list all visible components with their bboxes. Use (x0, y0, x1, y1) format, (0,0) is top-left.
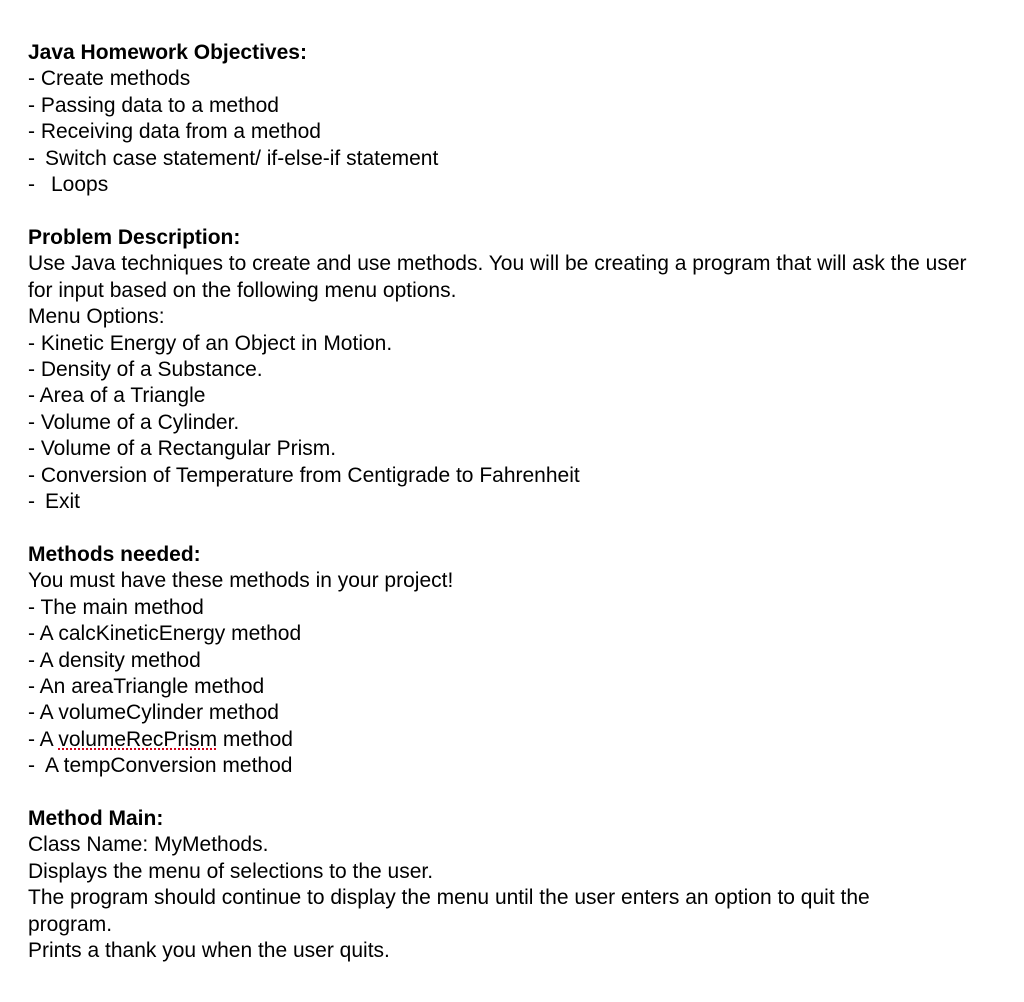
menu-option-exit (28, 489, 984, 515)
menu-options-label: Menu Options: (28, 305, 165, 329)
bullet-dash: - (28, 146, 35, 170)
main-method-line: The program should continue to display the menu until the user enters an option to quit the program. (28, 886, 870, 936)
bullet-dash: - (28, 754, 35, 778)
objective-item: - Create methods (28, 67, 191, 91)
main-method-line: Displays the menu of selections to the user. (28, 859, 434, 883)
method-item: - An areaTriangle method (28, 674, 265, 698)
problem-heading: Problem Description: (28, 225, 241, 249)
problem-section (28, 225, 984, 515)
main-method-line: Class Name: MyMethods. (28, 833, 269, 857)
menu-option-item: - Kinetic Energy of an Object in Motion. (28, 331, 393, 355)
method-item-rec-prism (28, 727, 984, 753)
methods-heading: Methods needed: (28, 542, 201, 566)
objective-item-switch (28, 146, 984, 172)
menu-option-text: Exit (45, 490, 81, 513)
problem-intro: Use Java techniques to create and use methods. You will be creating a program that will ask the user for input based on the following menu options. (28, 252, 967, 302)
method-item-temp (28, 753, 984, 779)
method-item: - A calcKineticEnergy method (28, 622, 302, 646)
objective-item-text: Loops (51, 173, 109, 197)
bullet-dash: - (28, 173, 35, 197)
main-method-line: Prints a thank you when the user quits. (28, 939, 390, 963)
menu-option-item: - Volume of a Rectangular Prism. (28, 437, 337, 461)
method-item: - The main method (28, 595, 204, 619)
objective-item: - Passing data to a method (28, 93, 279, 117)
objectives-heading: Java Homework Objectives: (28, 41, 307, 64)
method-item-text: A tempConversion method (45, 754, 293, 778)
method-item: - A volumeCylinder method (28, 701, 279, 725)
objective-item-text: Switch case statement/ if-else-if statement (45, 146, 439, 170)
methods-section (28, 542, 984, 780)
objectives-section (28, 40, 984, 198)
menu-option-item: - Density of a Substance. (28, 357, 263, 381)
objective-item: - Receiving data from a method (28, 120, 321, 144)
method-item: - A density method (28, 648, 201, 672)
spellcheck-flagged-word: volumeRecPrism (58, 727, 218, 751)
bullet-dash: - (28, 490, 35, 513)
menu-option-item: - Area of a Triangle (28, 384, 206, 408)
main-method-section (28, 806, 984, 964)
main-method-heading: Method Main: (28, 807, 164, 831)
objective-item-loops (28, 172, 984, 198)
menu-option-item: - Volume of a Cylinder. (28, 410, 240, 434)
methods-intro: You must have these methods in your project! (28, 569, 454, 593)
method-item-prefix: - A (28, 727, 59, 751)
menu-option-item: - Conversion of Temperature from Centigrade to Fahrenheit (28, 463, 580, 487)
method-item-suffix: method (217, 727, 293, 751)
